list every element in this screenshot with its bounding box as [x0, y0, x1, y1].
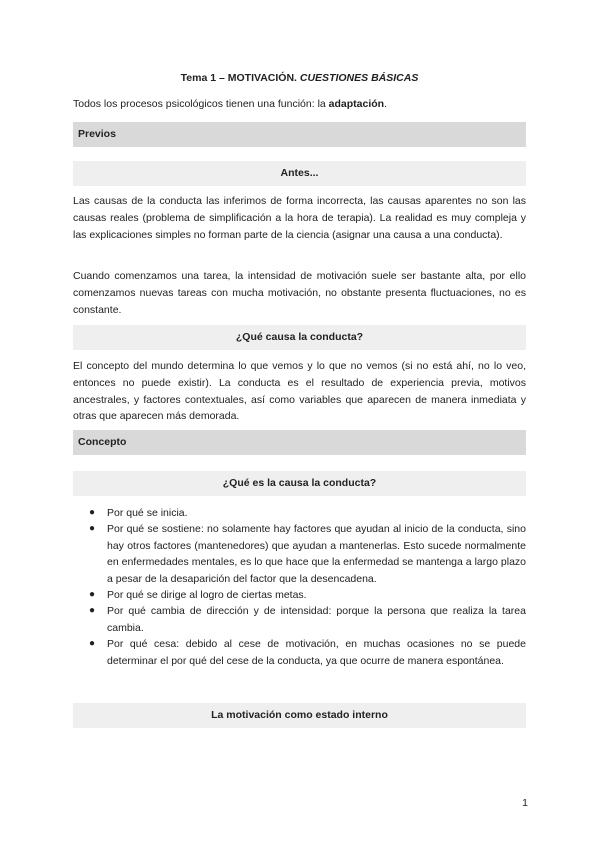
- bullet-icon: ●: [89, 523, 96, 535]
- section-heading-concepto: Concepto: [73, 430, 526, 455]
- subsection-heading-estado-interno: La motivación como estado interno: [73, 703, 526, 728]
- paragraph-causas: Las causas de la conducta las inferimos de forma incorrecta, las causas aparentes no son las causas reales (problema de simplificación a la hora de terapia). La realidad es muy compleja y las explicaciones simples no forman parte de la ciencia (asignar una causa a una conducta).: [73, 195, 526, 241]
- bullet-icon: ●: [89, 605, 96, 617]
- page-number: 1: [522, 797, 528, 809]
- intro-paragraph: [73, 98, 387, 110]
- list-item: [73, 521, 526, 587]
- list-item-text: Por qué se inicia.: [107, 507, 188, 519]
- bullet-list: [73, 505, 526, 669]
- intro-end: .: [384, 98, 388, 110]
- list-item-text: Por qué se sostiene: no solamente hay factores que ayudan al inicio de la conducta, sino hay otros factores (mantenedores) que ayudan a mantenerlas. Esto sucede normalmente en enfermedades mentales, es lo que hace que la enfermedad se mantenga a largo plazo a pesar de la desaparición del factor que la desencadena.: [107, 523, 526, 585]
- intro-bold-word: adaptación: [328, 98, 385, 110]
- subsection-heading-que-es-causa: ¿Qué es la causa la conducta?: [73, 471, 526, 496]
- paragraph-tarea: Cuando comenzamos una tarea, la intensidad de motivación suele ser bastante alta, por ello comenzamos nuevas tareas con mucha motivación, no obstante presenta fluctuaciones, no es constante.: [73, 270, 526, 316]
- list-item: [73, 505, 526, 521]
- list-item: [73, 636, 526, 669]
- list-item-text: Por qué se dirige al logro de ciertas metas.: [107, 589, 307, 602]
- section-heading-previos: Previos: [73, 122, 526, 147]
- list-item: [73, 603, 526, 636]
- list-item-text: Por qué cambia de dirección y de intensidad: porque la persona que realiza la tarea cambia.: [107, 605, 526, 634]
- bullet-icon: ●: [89, 589, 96, 601]
- document-title: [73, 72, 526, 84]
- subsection-heading-antes: Antes...: [73, 161, 526, 186]
- bullet-icon: ●: [89, 638, 96, 650]
- bullet-icon: ●: [89, 507, 96, 518]
- title-prefix: Tema 1 – MOTIVACIÓN.: [180, 72, 300, 84]
- list-item: [73, 587, 526, 603]
- title-italic: CUESTIONES BÁSICAS: [299, 72, 419, 84]
- paragraph-concepto-mundo: El concepto del mundo determina lo que vemos y lo que no vemos (si no está ahí, no lo veo, entonces no puede existir). La conducta es el resultado de experiencia previa, motivos ancestrales, y factores contextuales, así como variables que aparecen de manera inmediata y otras que aparecen más demorada.: [73, 360, 526, 423]
- subsection-heading-que-causa: ¿Qué causa la conducta?: [73, 325, 526, 350]
- list-item-text: Por qué cesa: debido al cese de motivación, en muchas ocasiones no se puede determinar el por qué del cese de la conducta, ya que ocurre de manera espontánea.: [107, 638, 526, 667]
- intro-text: Todos los procesos psicológicos tienen una función: la: [73, 98, 329, 110]
